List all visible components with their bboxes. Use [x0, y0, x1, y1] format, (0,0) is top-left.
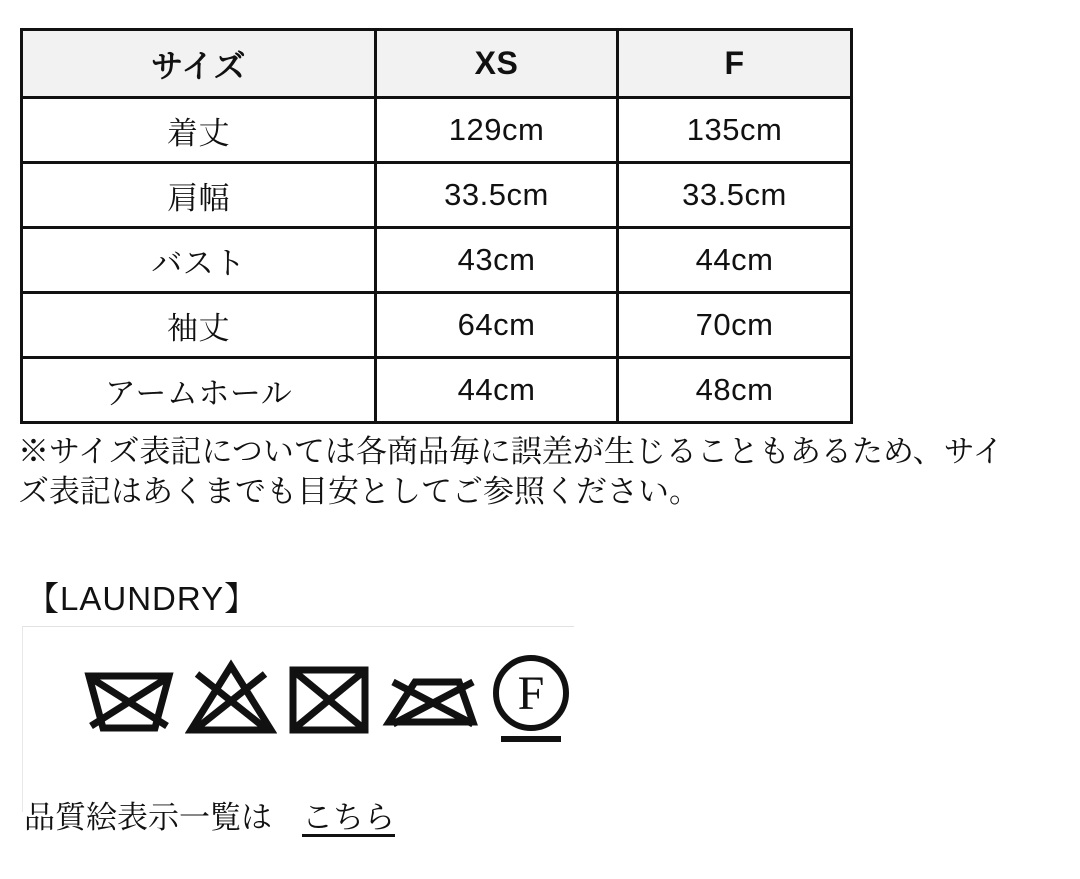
- row-label-kitake: 着丈: [22, 98, 376, 163]
- dry-clean-f-icon: [489, 649, 573, 750]
- row-f-kitake: 135cm: [618, 98, 852, 163]
- size-note: ※サイズ表記については各商品毎に誤差が生じることもあるため、サイズ表記はあくまでも目安としてご参照ください。: [18, 434, 1004, 509]
- table-row: [22, 358, 852, 423]
- no-ironing-icon: [381, 654, 481, 745]
- laundry-heading: 【LAUNDRY】: [26, 580, 259, 618]
- table-row: [22, 293, 852, 358]
- row-xs-armhole: 44cm: [376, 358, 618, 423]
- row-xs-bust: 43cm: [376, 228, 618, 293]
- no-washing-icon: [81, 654, 177, 745]
- laundry-icon-row: [81, 649, 573, 750]
- laundry-icon-box: [22, 626, 574, 812]
- row-f-katahaba: 33.5cm: [618, 163, 852, 228]
- table-row: [22, 163, 852, 228]
- row-label-armhole: アームホール: [22, 358, 376, 423]
- quality-label-link[interactable]: こちら: [302, 800, 395, 835]
- header-size: サイズ: [22, 30, 376, 98]
- size-table-header: [22, 30, 852, 98]
- no-bleaching-icon: [185, 654, 277, 745]
- size-table-container: [20, 28, 850, 424]
- quality-label-text: 品質絵表示一覧は: [24, 800, 272, 835]
- row-xs-katahaba: 33.5cm: [376, 163, 618, 228]
- row-f-armhole: 48cm: [618, 358, 852, 423]
- svg-text:F: F: [517, 667, 545, 721]
- header-f: F: [618, 30, 852, 98]
- row-label-katahaba: 肩幅: [22, 163, 376, 228]
- size-table: [20, 28, 853, 424]
- table-header-row: [22, 30, 852, 98]
- row-label-sodetake: 袖丈: [22, 293, 376, 358]
- table-row: [22, 228, 852, 293]
- row-xs-kitake: 129cm: [376, 98, 618, 163]
- row-f-bust: 44cm: [618, 228, 852, 293]
- quality-label-link-row: [24, 792, 395, 837]
- row-label-bust: バスト: [22, 228, 376, 293]
- row-f-sodetake: 70cm: [618, 293, 852, 358]
- table-row: [22, 98, 852, 163]
- size-table-body: [22, 98, 852, 423]
- row-xs-sodetake: 64cm: [376, 293, 618, 358]
- header-xs: XS: [376, 30, 618, 98]
- no-tumble-dry-icon: [285, 654, 373, 745]
